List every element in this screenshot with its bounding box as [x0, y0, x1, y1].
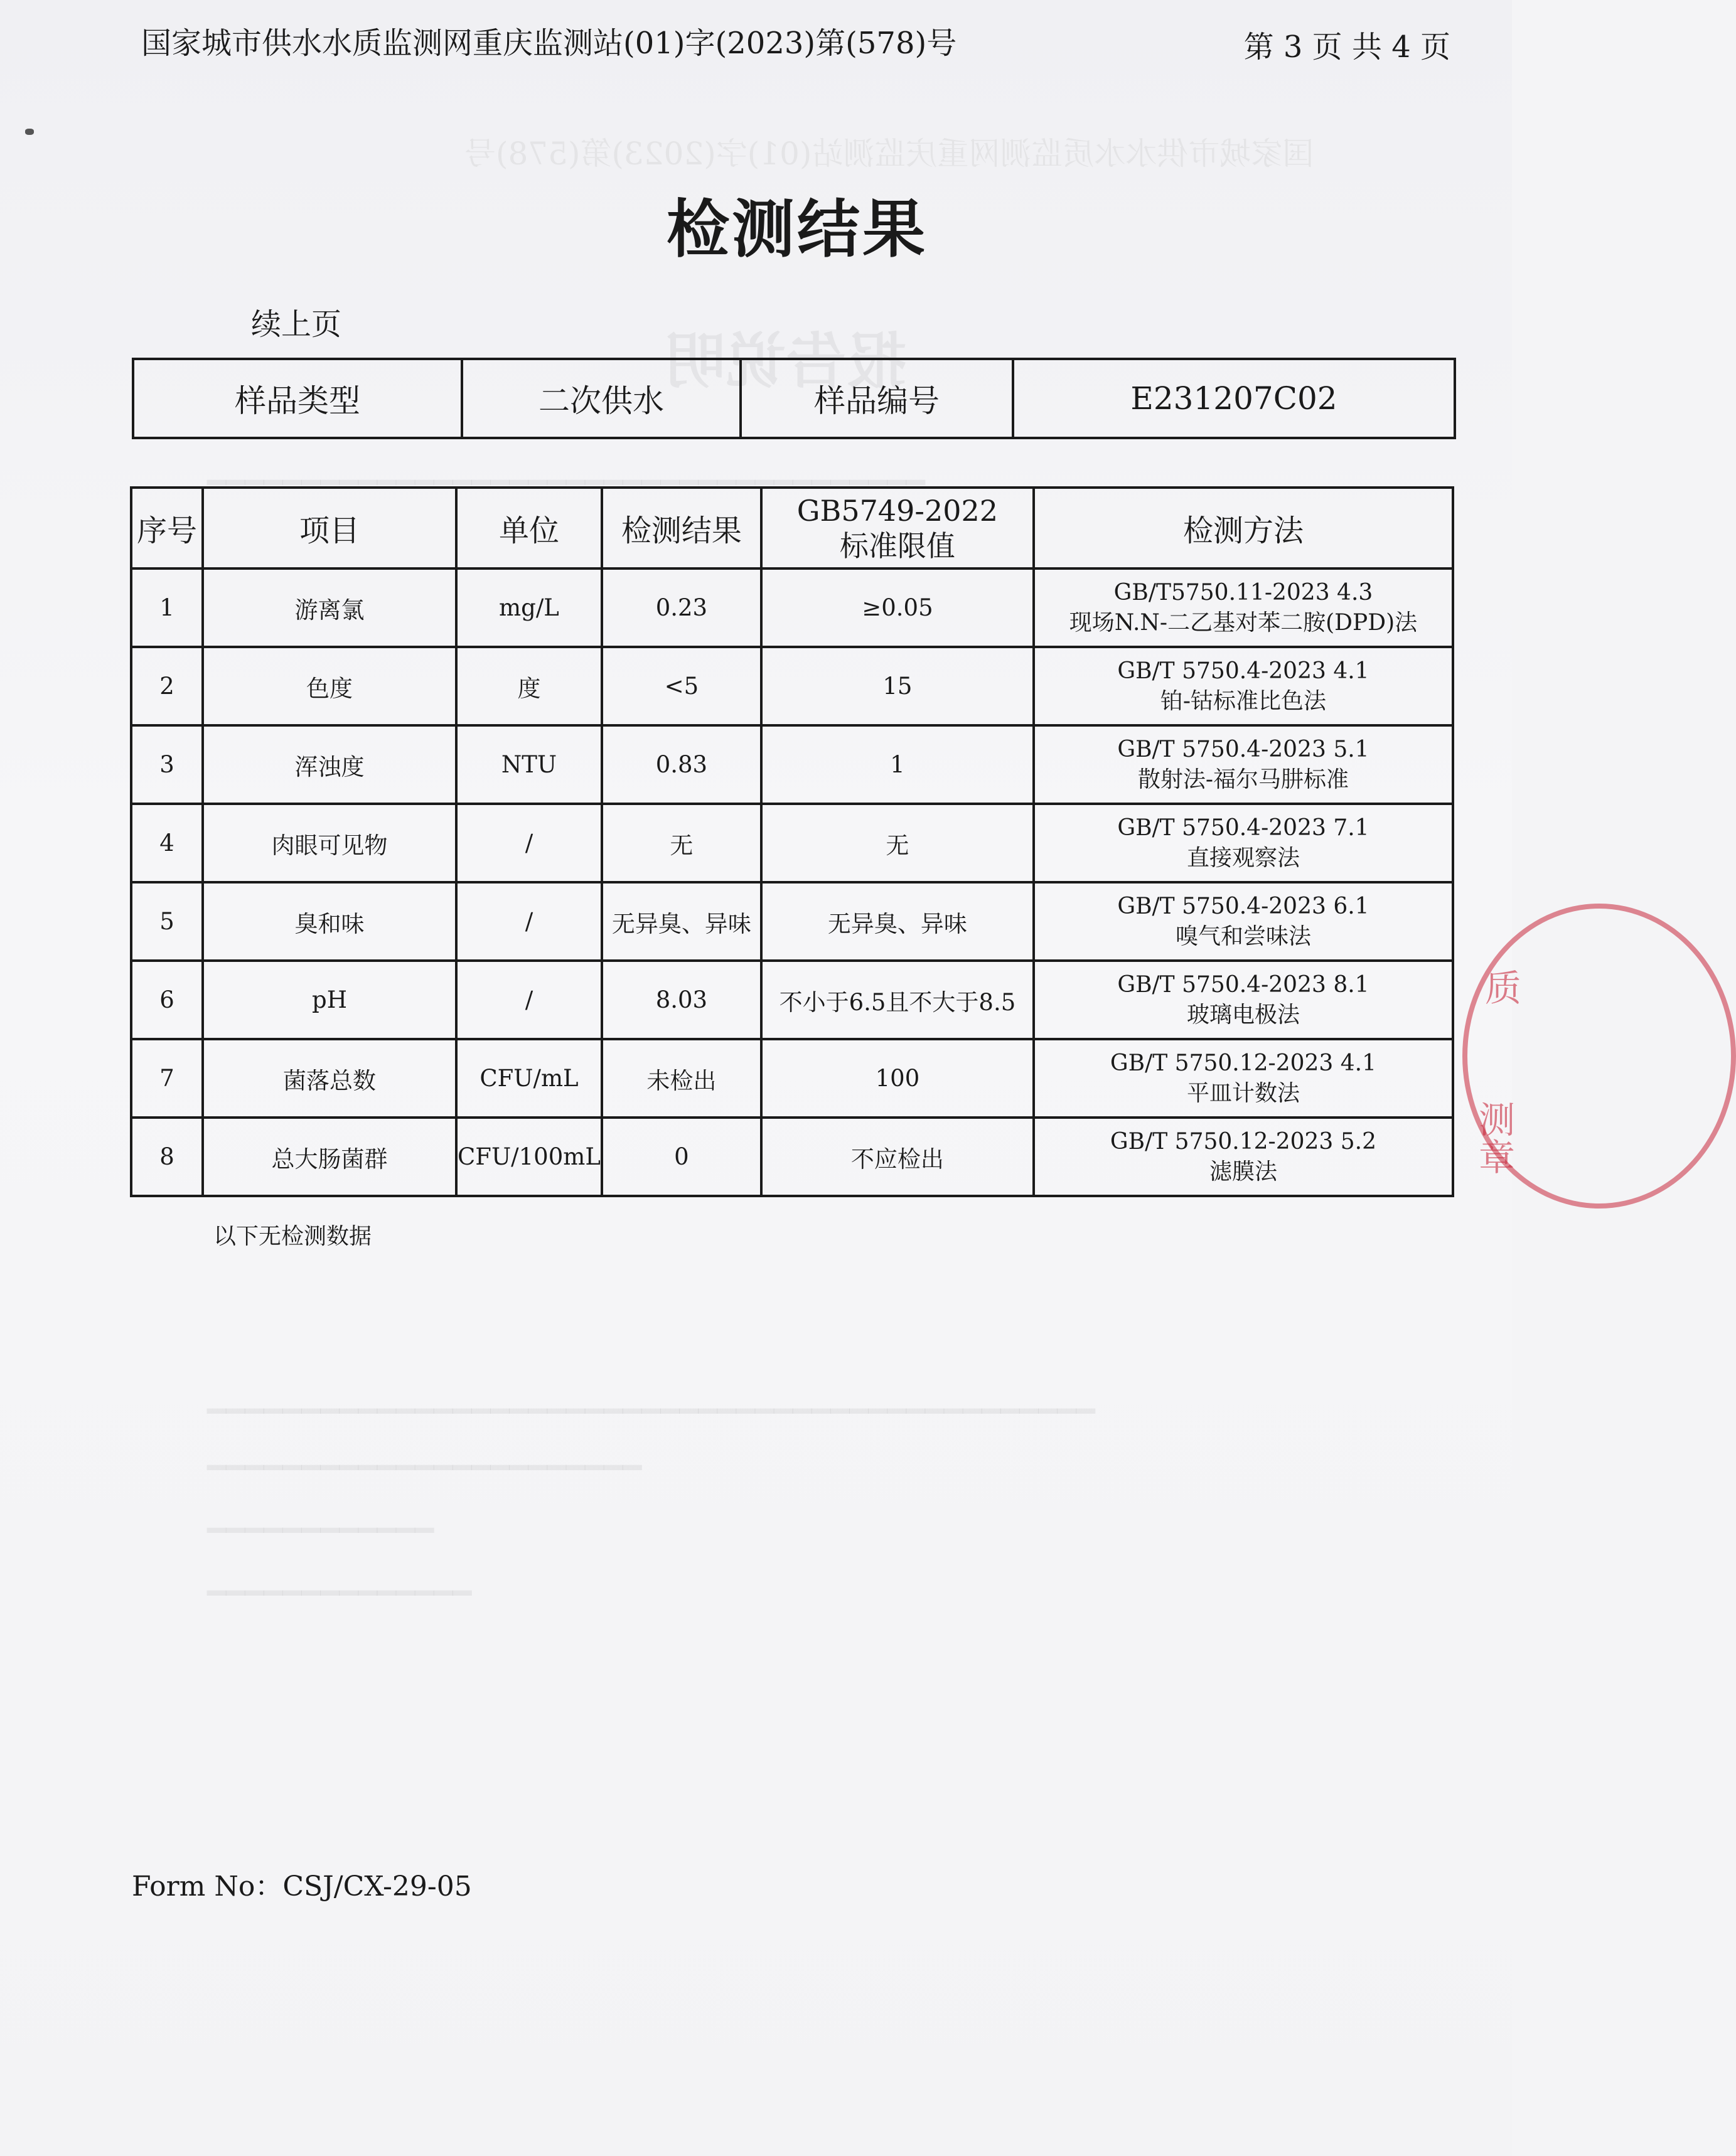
method-standard: GB/T 5750.4-2023 6.1	[1117, 893, 1369, 919]
table-row	[131, 647, 1453, 725]
report-id: 国家城市供水水质监测网重庆监测站(01)字(2023)第(578)号	[141, 26, 957, 61]
results-table	[130, 486, 1454, 1197]
method-standard: GB/T 5750.12-2023 4.1	[1110, 1050, 1377, 1076]
bleed-through-line: ━━━━━━━━━━━━━━	[207, 1575, 472, 1611]
cell-method	[1034, 1039, 1453, 1118]
cell-unit: /	[456, 882, 602, 961]
method-standard: GB/T 5750.4-2023 5.1	[1117, 736, 1369, 762]
method-name: 滤膜法	[1209, 1158, 1277, 1185]
method-name: 现场N.N-二乙基对苯二胺(DPD)法	[1069, 609, 1418, 636]
page-title: 检测结果	[667, 192, 928, 266]
seal-fragment: 测	[1479, 1099, 1516, 1141]
cell-limit: ≥0.05	[761, 568, 1034, 647]
cell-method	[1034, 804, 1453, 882]
cell-index: 1	[131, 568, 203, 647]
cell-index: 6	[131, 961, 203, 1039]
page-info: 第 3 页 共 4 页	[1243, 29, 1450, 65]
cell-method	[1034, 882, 1453, 961]
col-item: 项目	[203, 488, 456, 568]
cell-method	[1034, 725, 1453, 804]
form-number: Form No：CSJ/CX-29-05	[132, 1870, 472, 1903]
no-more-data-note: 以下无检测数据	[213, 1224, 372, 1249]
cell-unit: /	[456, 961, 602, 1039]
cell-item: 色度	[203, 647, 456, 725]
cell-item: pH	[203, 961, 456, 1039]
cell-method	[1034, 1118, 1453, 1196]
bleed-through-line: ━━━━━━━━━━━━━━━━━━━━━━━━━━━━━━━━━━━━━━	[207, 464, 925, 501]
cell-item: 臭和味	[203, 882, 456, 961]
cell-item: 浑浊度	[203, 725, 456, 804]
cell-result: 0.83	[602, 725, 761, 804]
method-standard: GB/T 5750.12-2023 5.2	[1110, 1128, 1377, 1155]
col-index: 序号	[131, 488, 203, 568]
cell-unit: mg/L	[456, 568, 602, 647]
table-row	[131, 961, 1453, 1039]
cell-unit: NTU	[456, 725, 602, 804]
cell-limit: 不小于6.5且不大于8.5	[761, 961, 1034, 1039]
table-row	[131, 1039, 1453, 1118]
col-unit: 单位	[456, 488, 602, 568]
cell-result: 未检出	[602, 1039, 761, 1118]
col-standard-code: GB5749-2022	[796, 493, 999, 528]
bleed-through-line: ━━━━━━━━━━━━	[207, 1512, 434, 1549]
col-method: 检测方法	[1034, 488, 1453, 568]
cell-unit: CFU/mL	[456, 1039, 602, 1118]
cell-index: 7	[131, 1039, 203, 1118]
method-standard: GB/T 5750.4-2023 7.1	[1117, 814, 1369, 841]
bleed-through-line: 国家城市供水水质监测网重庆监测站(01)字(2023)第(578)号	[464, 136, 1314, 172]
table-row	[131, 1118, 1453, 1196]
method-standard: GB/T5750.11-2023 4.3	[1113, 579, 1373, 606]
seal-fragment: 章	[1479, 1136, 1516, 1179]
cell-index: 3	[131, 725, 203, 804]
bleed-through-title: 报告说明	[665, 326, 906, 397]
cell-index: 4	[131, 804, 203, 882]
cell-result: 0.23	[602, 568, 761, 647]
method-name: 铂-钴标准比色法	[1160, 688, 1327, 714]
paper-speck	[25, 129, 34, 135]
cell-result: 无异臭、异味	[602, 882, 761, 961]
method-name: 直接观察法	[1186, 845, 1300, 871]
method-name: 散射法-福尔马肼标准	[1137, 766, 1349, 792]
table-row	[131, 725, 1453, 804]
method-standard: GB/T 5750.4-2023 4.1	[1117, 658, 1369, 684]
cell-item: 游离氯	[203, 568, 456, 647]
cell-limit: 15	[761, 647, 1034, 725]
cell-limit: 100	[761, 1039, 1034, 1118]
sample-type-label: 样品类型	[133, 359, 462, 438]
cell-unit: 度	[456, 647, 602, 725]
cell-index: 5	[131, 882, 203, 961]
cell-method	[1034, 961, 1453, 1039]
cell-result: 0	[602, 1118, 761, 1196]
cell-method	[1034, 568, 1453, 647]
cell-limit: 1	[761, 725, 1034, 804]
cell-limit: 无异臭、异味	[761, 882, 1034, 961]
bleed-through-line: ━━━━━━━━━━━━━━━━━━━━━━━	[207, 1449, 642, 1486]
bleed-through-line: ━━━━━━━━━━━━━━━━━━━━━━━━━━━━━━━━━━━━━━━━━━━━━━━	[207, 1393, 1095, 1429]
table-row	[131, 568, 1453, 647]
method-name: 嗅气和尝味法	[1175, 923, 1311, 949]
method-name: 平皿计数法	[1186, 1080, 1300, 1106]
cell-result: 8.03	[602, 961, 761, 1039]
sample-id-value: E231207C02	[1013, 359, 1455, 438]
cell-item: 菌落总数	[203, 1039, 456, 1118]
cell-index: 2	[131, 647, 203, 725]
cell-item: 总大肠菌群	[203, 1118, 456, 1196]
cell-method	[1034, 647, 1453, 725]
method-name: 玻璃电极法	[1186, 1001, 1300, 1028]
red-seal-stamp	[1462, 904, 1736, 1209]
col-standard-limit	[761, 488, 1034, 568]
sample-type-value: 二次供水	[462, 359, 741, 438]
table-row	[131, 882, 1453, 961]
cell-result: 无	[602, 804, 761, 882]
cell-unit: CFU/100mL	[456, 1118, 602, 1196]
cell-item: 肉眼可见物	[203, 804, 456, 882]
table-header-row	[131, 488, 1453, 568]
continued-label: 续上页	[251, 307, 342, 342]
seal-fragment: 质	[1485, 967, 1522, 1010]
sample-id-label: 样品编号	[741, 359, 1013, 438]
method-standard: GB/T 5750.4-2023 8.1	[1117, 971, 1369, 998]
cell-limit: 无	[761, 804, 1034, 882]
col-standard-label: 标准限值	[839, 528, 955, 563]
col-result: 检测结果	[602, 488, 761, 568]
table-row	[131, 804, 1453, 882]
cell-index: 8	[131, 1118, 203, 1196]
sample-info-table	[132, 358, 1456, 439]
cell-result: <5	[602, 647, 761, 725]
cell-limit: 不应检出	[761, 1118, 1034, 1196]
cell-unit: /	[456, 804, 602, 882]
